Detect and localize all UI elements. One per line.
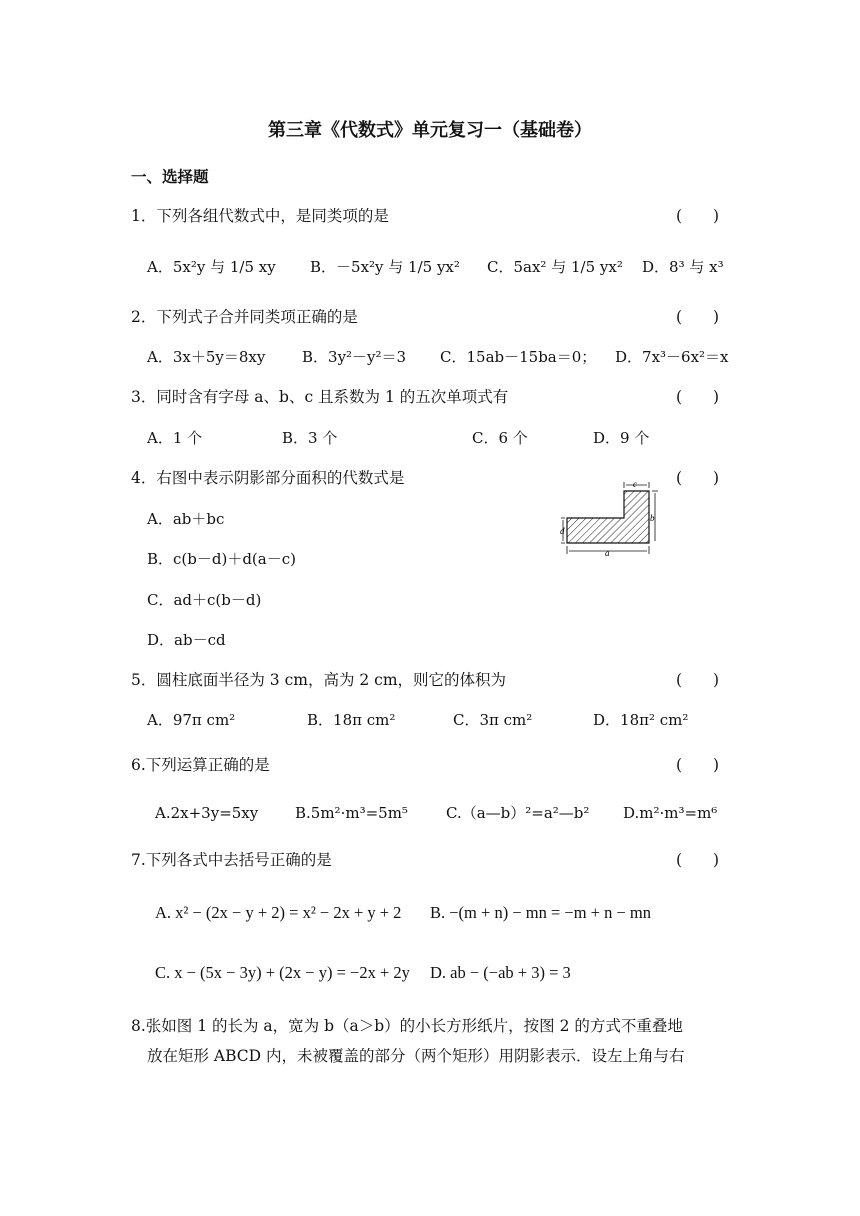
q5-option-b: B．18π cm² [307,711,396,729]
q5-option-a: A．97π cm² [147,711,236,729]
answer-blank: ( ) [676,308,720,326]
q2-option-c: C．15ab－15ba＝0； [440,348,597,366]
question-1-stem: 1．下列各组代数式中，是同类项的是 [131,207,389,225]
q4-option-a: A．ab＋bc [147,510,225,528]
section-heading: 一、选择题 [131,168,209,186]
figure-label-c: c [633,479,637,489]
q4-option-c: C．ad＋c(b－d) [147,591,262,609]
q1-option-c: C．5ax² 与 1/5 yx² [487,258,623,276]
figure-label-b: b [650,513,655,523]
answer-blank: ( ) [676,851,720,869]
q7-option-b: B. −(m + n) − mn = −m + n − mn [430,903,651,922]
q2-option-b: B．3y²－y²＝3 [302,348,407,366]
answer-blank: ( ) [676,469,720,487]
answer-blank: ( ) [676,388,720,406]
q2-option-a: A．3x＋5y＝8xy [147,348,266,366]
q6-option-b: B.5m²·m³=5m⁵ [295,804,408,822]
question-6-stem: 6.下列运算正确的是 [131,756,270,774]
q8-line-2: 放在矩形 ABCD 内，未被覆盖的部分（两个矩形）用阴影表示．设左上角与右 [147,1047,685,1065]
q3-option-d: D．9 个 [593,429,650,447]
figure-label-a: a [605,548,610,558]
q5-option-c: C．3π cm² [453,711,533,729]
q1-option-d: D．8³ 与 x³ [642,258,724,276]
page-title: 第三章《代数式》单元复习一（基础卷） [268,120,592,141]
q3-option-a: A．1 个 [147,429,203,447]
question-3-stem: 3．同时含有字母 a、b、c 且系数为 1 的五次单项式有 [131,388,509,406]
q6-option-c: C.（a—b）²=a²—b² [446,804,590,822]
question-4-stem: 4．右图中表示阴影部分面积的代数式是 [131,469,405,487]
q7-option-d: D. ab − (−ab + 3) = 3 [430,963,571,982]
figure-label-d: d [560,526,565,536]
q1-option-a: A．5x²y 与 1/5 xy [147,258,276,276]
q8-line-1: 8.张如图 1 的长为 a，宽为 b（a＞b）的小长方形纸片，按图 2 的方式不重叠地 [131,1017,683,1035]
question-8-text [131,1011,731,1071]
question-2-stem: 2．下列式子合并同类项正确的是 [131,308,358,326]
q6-option-d: D.m²·m³=m⁶ [623,804,718,822]
q2-option-d: D．7x³－6x²＝x [615,348,729,366]
q3-option-b: B．3 个 [282,429,338,447]
q6-option-a: A.2x+3y=5xy [155,804,259,822]
q5-option-d: D．18π² cm² [593,711,689,729]
answer-blank: ( ) [676,671,720,689]
question-5-stem: 5．圆柱底面半径为 3 cm，高为 2 cm，则它的体积为 [131,671,507,689]
answer-blank: ( ) [676,207,720,225]
q1-option-b: B．－5x²y 与 1/5 yx² [310,258,460,276]
q4-option-b: B．c(b－d)＋d(a－c) [147,550,296,568]
answer-blank: ( ) [676,756,720,774]
q4-option-d: D．ab－cd [147,631,226,649]
q7-option-c: C. x − (5x − 3y) + (2x − y) = −2x + 2y [155,963,410,982]
q7-option-a: A. x² − (2x − y + 2) = x² − 2x + y + 2 [155,903,402,922]
question-7-stem: 7.下列各式中去括号正确的是 [131,851,332,869]
q3-option-c: C．6 个 [472,429,528,447]
shaded-area-figure [552,474,662,560]
